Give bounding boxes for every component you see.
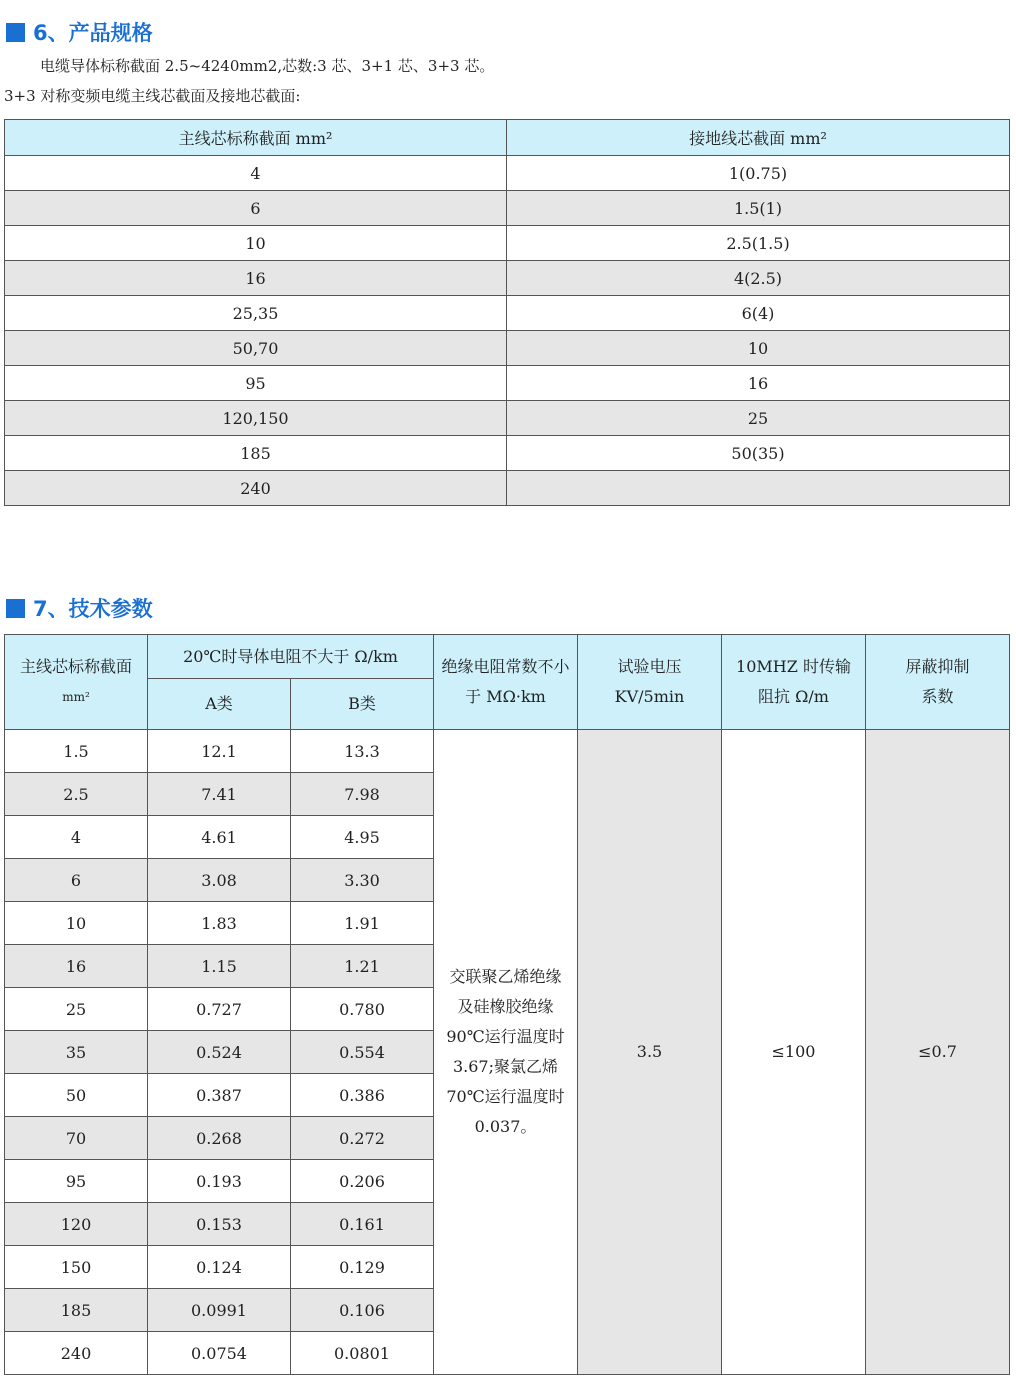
tech-table-header-row-1 (5, 635, 1010, 679)
class-a-cell: 0.524 (148, 1031, 291, 1074)
main-core-cell: 70 (5, 1117, 148, 1160)
main-core-cell: 16 (5, 261, 507, 296)
section-6-intro-line-1: 电缆导体标称截面 2.5~4240mm2,芯数:3 芯、3+1 芯、3+3 芯。 (40, 57, 495, 75)
class-a-cell: 7.41 (148, 773, 291, 816)
class-a-cell: 0.727 (148, 988, 291, 1031)
main-core-cell: 50 (5, 1074, 148, 1117)
main-core-cell: 25 (5, 988, 148, 1031)
header-class-a: A类 (148, 679, 291, 730)
main-core-cell: 95 (5, 366, 507, 401)
class-a-cell: 0.387 (148, 1074, 291, 1117)
class-a-cell: 0.0754 (148, 1332, 291, 1375)
class-b-cell: 0.161 (291, 1203, 434, 1246)
table-row (5, 156, 1010, 191)
section-6-intro-line-2: 3+3 对称变频电缆主线芯截面及接地芯截面: (4, 87, 301, 105)
class-a-cell: 1.83 (148, 902, 291, 945)
table-row (5, 191, 1010, 226)
ground-core-cell: 25 (507, 401, 1010, 436)
table-row (5, 226, 1010, 261)
main-core-cell: 25,35 (5, 296, 507, 331)
square-bullet-icon (6, 599, 25, 618)
table-row (5, 296, 1010, 331)
class-a-cell: 0.153 (148, 1203, 291, 1246)
main-core-cell: 6 (5, 191, 507, 226)
class-a-cell: 12.1 (148, 730, 291, 773)
header-main-core-section: 主线芯标称截面 mm² (5, 635, 148, 730)
table-row (5, 471, 1010, 506)
main-core-cell: 120,150 (5, 401, 507, 436)
class-b-cell: 0.129 (291, 1246, 434, 1289)
ground-core-cell (507, 471, 1010, 506)
ground-core-cell: 10 (507, 331, 1010, 366)
main-core-cell: 6 (5, 859, 148, 902)
ground-core-cell: 4(2.5) (507, 261, 1010, 296)
main-core-cell: 35 (5, 1031, 148, 1074)
main-core-cell: 185 (5, 1289, 148, 1332)
header-test-voltage: 试验电压 KV/5min (578, 635, 722, 730)
test-voltage-value-cell: 3.5 (578, 730, 722, 1375)
main-core-cell: 16 (5, 945, 148, 988)
shielding-value-cell: ≤0.7 (866, 730, 1010, 1375)
main-core-cell: 240 (5, 1332, 148, 1375)
class-b-cell: 1.91 (291, 902, 434, 945)
insulation-value-cell: 交联聚乙烯绝缘 及硅橡胶绝缘 90℃运行温度时 3.67;聚氯乙烯 70℃运行温度时 0.037。 (434, 730, 578, 1375)
class-a-cell: 0.124 (148, 1246, 291, 1289)
main-core-cell: 50,70 (5, 331, 507, 366)
main-core-cell: 95 (5, 1160, 148, 1203)
header-main-core-section: 主线芯标称截面 mm² (5, 120, 507, 156)
class-a-cell: 0.0991 (148, 1289, 291, 1332)
header-insulation-resistance: 绝缘电阻常数不小于 MΩ·km (434, 635, 578, 730)
header-class-b: B类 (291, 679, 434, 730)
table-row (5, 730, 1010, 773)
class-a-cell: 4.61 (148, 816, 291, 859)
table-row (5, 331, 1010, 366)
class-b-cell: 0.206 (291, 1160, 434, 1203)
class-b-cell: 4.95 (291, 816, 434, 859)
table-row (5, 261, 1010, 296)
class-b-cell: 0.0801 (291, 1332, 434, 1375)
header-conductor-resistance: 20℃时导体电阻不大于 Ω/km (148, 635, 434, 679)
main-core-cell: 4 (5, 156, 507, 191)
spec-table-header (5, 120, 1010, 156)
header-ground-core-section: 接地线芯截面 mm² (507, 120, 1010, 156)
class-b-cell: 13.3 (291, 730, 434, 773)
main-core-cell: 185 (5, 436, 507, 471)
class-b-cell: 0.554 (291, 1031, 434, 1074)
class-b-cell: 1.21 (291, 945, 434, 988)
header-transmission-impedance: 10MHZ 时传输 阻抗 Ω/m (722, 635, 866, 730)
main-core-cell: 10 (5, 226, 507, 261)
ground-core-cell: 50(35) (507, 436, 1010, 471)
section-6-title: 6、产品规格 (6, 17, 153, 47)
table-row (5, 401, 1010, 436)
class-b-cell: 0.106 (291, 1289, 434, 1332)
main-core-cell: 10 (5, 902, 148, 945)
ground-core-cell: 1(0.75) (507, 156, 1010, 191)
ground-core-cell: 1.5(1) (507, 191, 1010, 226)
table-row (5, 366, 1010, 401)
section-7-title: 7、技术参数 (6, 593, 153, 623)
main-core-cell: 150 (5, 1246, 148, 1289)
table-row (5, 436, 1010, 471)
impedance-value-cell: ≤100 (722, 730, 866, 1375)
tech-params-table (4, 634, 1010, 1375)
ground-core-cell: 2.5(1.5) (507, 226, 1010, 261)
main-core-cell: 4 (5, 816, 148, 859)
class-b-cell: 0.780 (291, 988, 434, 1031)
class-b-cell: 0.272 (291, 1117, 434, 1160)
main-core-cell: 2.5 (5, 773, 148, 816)
class-a-cell: 0.268 (148, 1117, 291, 1160)
class-b-cell: 0.386 (291, 1074, 434, 1117)
class-a-cell: 0.193 (148, 1160, 291, 1203)
ground-core-cell: 6(4) (507, 296, 1010, 331)
class-a-cell: 3.08 (148, 859, 291, 902)
class-a-cell: 1.15 (148, 945, 291, 988)
class-b-cell: 7.98 (291, 773, 434, 816)
main-core-cell: 240 (5, 471, 507, 506)
spec-table (4, 119, 1010, 506)
ground-core-cell: 16 (507, 366, 1010, 401)
class-b-cell: 3.30 (291, 859, 434, 902)
square-bullet-icon (6, 23, 25, 42)
header-shielding-factor: 屏蔽抑制 系数 (866, 635, 1010, 730)
main-core-cell: 1.5 (5, 730, 148, 773)
main-core-cell: 120 (5, 1203, 148, 1246)
